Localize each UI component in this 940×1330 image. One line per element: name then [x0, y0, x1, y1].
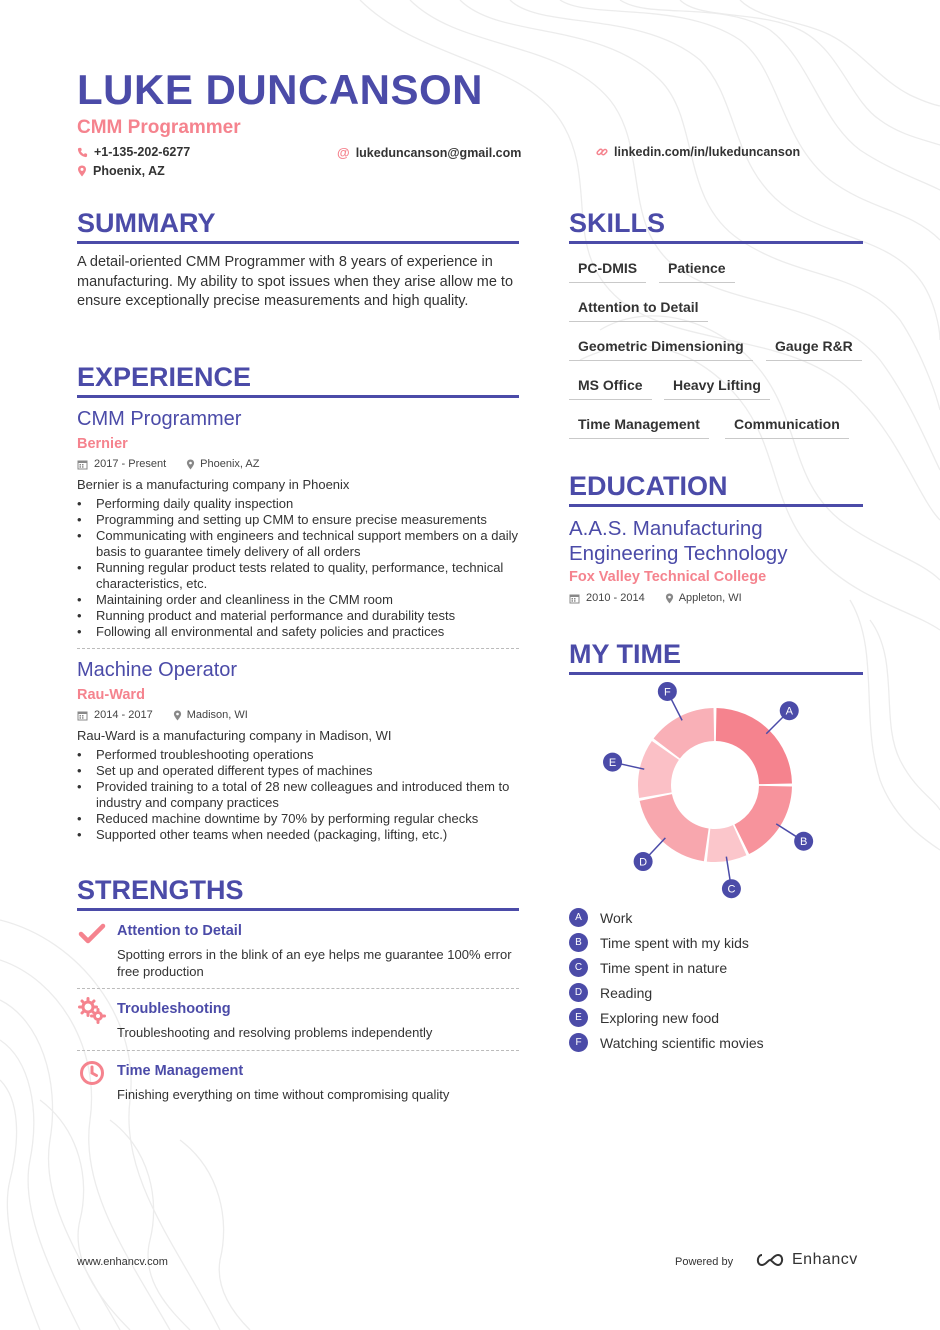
at-icon: @ — [337, 145, 350, 160]
clock-icon — [78, 1059, 106, 1087]
brand-name: Enhancv — [792, 1251, 858, 1268]
link-icon — [596, 146, 608, 158]
donut-label-text: C — [727, 883, 736, 896]
legend-badge: B — [569, 933, 588, 952]
candidate-name: LUKE DUNCANSON — [77, 66, 483, 113]
legend-item — [569, 983, 652, 1002]
donut-leader-line — [776, 824, 796, 837]
strength-title: Time Management — [117, 1063, 244, 1079]
bullet-item: • Running product and material performance and durability tests — [77, 608, 522, 624]
skill-tag: PC-DMIS — [569, 260, 646, 283]
email-contact — [337, 145, 521, 160]
strengths-heading: STRENGTHS — [77, 875, 519, 911]
enhancv-logo[interactable] — [754, 1251, 858, 1269]
legend-badge: C — [569, 958, 588, 977]
bullet-item: • Performed troubleshooting operations — [77, 747, 522, 763]
legend-item — [569, 908, 632, 927]
skills-heading: SKILLS — [569, 208, 863, 244]
job-location: Phoenix, AZ — [200, 458, 260, 470]
strength-description: Spotting errors in the blink of an eye helps me guarantee 100% error free production — [117, 947, 512, 979]
strength-description: Finishing everything on time without compromising quality — [117, 1087, 450, 1102]
bullet-item: • Performing daily quality inspection — [77, 496, 522, 512]
location-pin-icon — [77, 165, 87, 177]
legend-badge: A — [569, 908, 588, 927]
bullet-item: • Running regular product tests related to quality, performance, technical characteristics, etc. — [77, 560, 522, 592]
legend-badge: E — [569, 1008, 588, 1027]
donut-label-text: D — [639, 856, 648, 869]
company-name: Rau-Ward — [77, 687, 145, 703]
legend-label: Exploring new food — [600, 1009, 720, 1026]
calendar-icon — [569, 593, 580, 604]
skill-tag: Communication — [725, 416, 849, 439]
skill-tag: Heavy Lifting — [664, 377, 770, 400]
bullet-item: • Following all environmental and safety policies and practices — [77, 624, 522, 640]
legend-item — [569, 958, 727, 977]
education-degree: A.A.S. Manufacturing Engineering Technology — [569, 517, 788, 565]
job-bullets — [77, 496, 522, 640]
legend-item — [569, 933, 749, 952]
legend-label: Watching scientific movies — [600, 1034, 764, 1051]
experience-heading: EXPERIENCE — [77, 362, 519, 398]
donut-leader-line — [649, 838, 665, 855]
calendar-icon — [77, 710, 88, 721]
calendar-icon — [77, 459, 88, 470]
skill-tag: Time Management — [569, 416, 709, 439]
legend-label: Time spent in nature — [600, 959, 728, 976]
bullet-item: • Maintaining order and cleanliness in the CMM room — [77, 592, 522, 608]
my-time-heading: MY TIME — [569, 639, 863, 675]
education-dates: 2010 - 2014 — [586, 592, 645, 604]
linkedin-link[interactable]: linkedin.com/in/lukeduncanson — [614, 145, 801, 159]
infinity-logo-icon — [754, 1252, 786, 1268]
donut-slice-d — [640, 794, 709, 861]
legend-badge: D — [569, 983, 588, 1002]
education-school: Fox Valley Technical College — [569, 569, 767, 585]
gears-icon — [78, 997, 106, 1025]
checkmark-icon — [78, 920, 106, 948]
divider — [77, 1050, 519, 1051]
donut-label-text: A — [785, 705, 793, 718]
legend-label: Time spent with my kids — [600, 934, 749, 951]
bullet-item: • Communicating with engineers and technical support members on a daily basis to guarantee timely delivery of all orders — [77, 528, 522, 560]
education-heading: EDUCATION — [569, 471, 863, 507]
phone-icon — [77, 147, 88, 158]
legend-badge: F — [569, 1033, 588, 1052]
candidate-role: CMM Programmer — [77, 117, 241, 138]
job-bullets — [77, 747, 522, 843]
skill-tag: Patience — [659, 260, 735, 283]
company-description: Rau-Ward is a manufacturing company in Madison, WI — [77, 728, 392, 743]
donut-label-text: B — [799, 836, 808, 849]
email-link[interactable]: lukeduncanson@gmail.com — [355, 145, 522, 160]
legend-item — [569, 1008, 719, 1027]
location-pin-icon — [173, 710, 182, 721]
legend-label: Reading — [600, 984, 653, 1001]
linkedin-contact — [596, 145, 800, 159]
donut-slice-b — [734, 786, 791, 854]
job-location: Madison, WI — [186, 709, 248, 721]
job-dates: 2017 - Present — [94, 458, 167, 470]
location-pin-icon — [665, 593, 674, 604]
job-meta — [77, 458, 259, 470]
bullet-item: • Supported other teams when needed (packaging, lifting, etc.) — [77, 827, 522, 843]
job-title: Machine Operator — [77, 659, 238, 681]
divider — [77, 648, 519, 649]
my-time-donut-chart — [608, 686, 820, 896]
summary-text: A detail-oriented CMM Programmer with 8 years of experience in manufacturing. My ability to spot issues when they arise allow me to ensure exceptionally precise measurements and high quality. — [77, 254, 514, 309]
phone-contact — [77, 145, 190, 159]
divider — [77, 988, 519, 989]
education-meta — [569, 592, 742, 604]
legend-label: Work — [600, 909, 633, 926]
company-description: Bernier is a manufacturing company in Phoenix — [77, 477, 350, 492]
donut-label-text: F — [663, 686, 671, 699]
strength-title: Attention to Detail — [117, 923, 242, 939]
donut-label-text: E — [608, 756, 617, 769]
donut-leader-line — [671, 699, 682, 720]
job-meta — [77, 709, 248, 721]
bullet-item: • Set up and operated different types of machines — [77, 763, 522, 779]
footer-url[interactable]: www.enhancv.com — [77, 1256, 168, 1268]
summary-heading: SUMMARY — [77, 208, 519, 244]
job-title: CMM Programmer — [77, 408, 242, 430]
strength-title: Troubleshooting — [117, 1001, 231, 1017]
powered-by-text: Powered by — [675, 1256, 734, 1268]
skill-tag: Geometric Dimensioning — [569, 338, 753, 361]
skill-tag: MS Office — [569, 377, 652, 400]
phone-text[interactable]: +1-135-202-6277 — [94, 145, 191, 159]
donut-leader-line — [766, 717, 783, 734]
location-pin-icon — [186, 459, 195, 470]
bullet-item: • Provided training to a total of 28 new colleagues and introduced them to industry and company practices — [77, 779, 522, 811]
job-dates: 2014 - 2017 — [94, 709, 153, 721]
strength-description: Troubleshooting and resolving problems independently — [117, 1025, 433, 1040]
location-text: Phoenix, AZ — [93, 164, 165, 178]
bullet-item: • Reduced machine downtime by 70% by performing regular checks — [77, 811, 522, 827]
legend-item — [569, 1033, 764, 1052]
bullet-item: • Programming and setting up CMM to ensure precise measurements — [77, 512, 522, 528]
company-name: Bernier — [77, 436, 128, 452]
location-contact — [77, 164, 165, 178]
skill-tag: Attention to Detail — [569, 299, 708, 322]
skill-tag: Gauge R&R — [766, 338, 862, 361]
education-location: Appleton, WI — [678, 592, 742, 604]
